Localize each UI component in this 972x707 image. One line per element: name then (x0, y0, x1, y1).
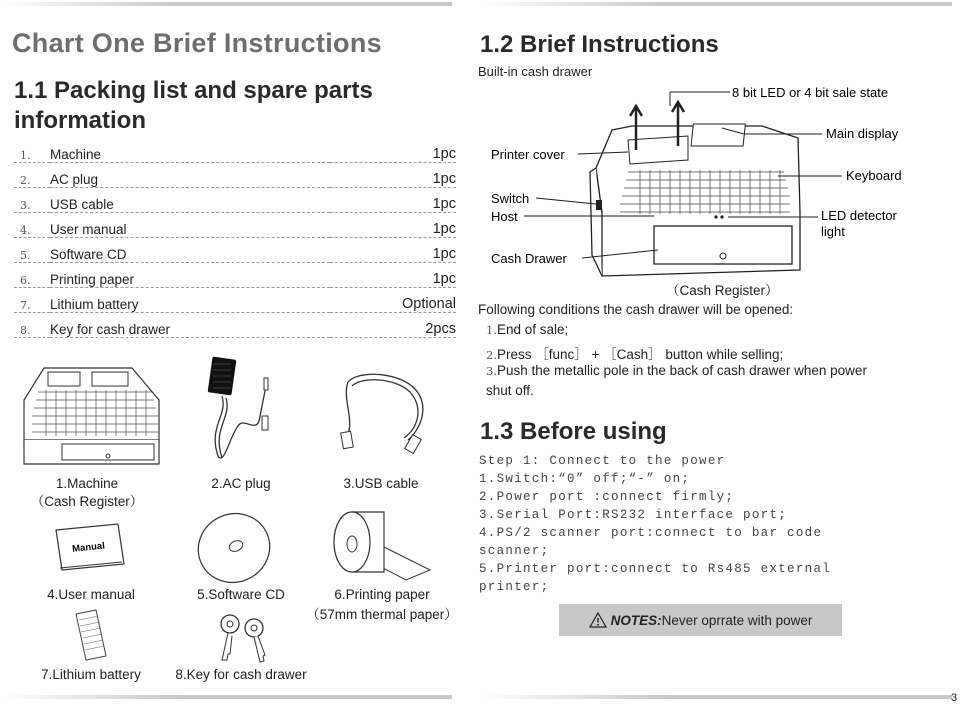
packing-name: AC plug (50, 163, 330, 188)
packing-list (14, 138, 456, 338)
packing-row (14, 313, 456, 338)
software-cd-caption: 5.Software CD (197, 587, 285, 602)
step-line: 1.Switch:“0” off;“-” on; (479, 472, 691, 486)
printing-paper-caption: 6.Printing paper (334, 587, 430, 602)
bottom-rule-left (0, 695, 452, 699)
packing-name: Software CD (50, 238, 330, 263)
ac-plug-illustration (198, 356, 288, 468)
lithium-battery-illustration (70, 608, 110, 664)
key-caption: 8.Key for cash drawer (175, 667, 307, 682)
packing-num: 7. (14, 288, 50, 313)
brief-title: 1.2 Brief Instructions (480, 31, 719, 58)
packing-name: USB cable (50, 188, 330, 213)
packing-title: 1.1 Packing list and spare parts information (14, 77, 373, 134)
callout-host: Host (491, 209, 518, 224)
key-illustration (212, 612, 274, 664)
conditions-intro: Following conditions the cash drawer will be opened: (478, 302, 794, 317)
before-title: 1.3 Before using (480, 418, 667, 445)
page-number: 3 (951, 692, 958, 704)
step-line: 4.PS/2 scanner port:connect to bar code (479, 526, 823, 540)
machine-illustration (14, 360, 164, 472)
callout-keyboard: Keyboard (846, 168, 902, 183)
software-cd-illustration (194, 508, 274, 588)
condition-text: Push the metallic pole in the back of cash drawer when power (496, 363, 867, 378)
conditions-continuation: shut off. (486, 383, 534, 398)
packing-row (14, 163, 456, 188)
notes-box (559, 604, 842, 636)
warning-icon (589, 612, 607, 628)
machine-caption: 1.Machine (55, 476, 119, 491)
packing-num: 4. (14, 213, 50, 238)
packing-qty: 1pc (330, 138, 456, 163)
condition-num: 1. (486, 323, 497, 337)
step-line: printer; (479, 580, 550, 594)
packing-num: 3. (14, 188, 50, 213)
packing-row (14, 138, 456, 163)
step-line: 3.Serial Port:RS232 interface port; (479, 508, 788, 522)
callout-cash-drawer: Cash Drawer (491, 251, 567, 266)
condition-text: Press ［func］ + ［Cash］ button while selling; (496, 346, 784, 362)
packing-num: 5. (14, 238, 50, 263)
callout-switch: Switch (491, 191, 530, 206)
packing-qty: Optional (330, 288, 456, 313)
callout-printer-cover: Printer cover (491, 147, 565, 162)
packing-name: Machine (50, 138, 330, 163)
brief-subtitle: Built-in cash drawer (478, 64, 593, 79)
condition-num: 3. (486, 364, 497, 378)
step-line: scanner; (479, 544, 550, 558)
packing-qty: 1pc (330, 238, 456, 263)
packing-num: 6. (14, 263, 50, 288)
register-diagram (478, 80, 918, 280)
packing-num: 1. (14, 138, 50, 163)
packing-qty: 1pc (330, 163, 456, 188)
step-line: 2.Power port :connect firmly; (479, 490, 735, 504)
packing-row (14, 188, 456, 213)
notes-text: Never oprrate with power (661, 612, 813, 628)
condition-item (486, 363, 867, 378)
callout-led-detector-line2: light (821, 224, 845, 239)
printing-paper-subcaption: （57mm thermal paper） (306, 607, 458, 622)
packing-row (14, 288, 456, 313)
packing-name: Printing paper (50, 263, 330, 288)
packing-qty: 1pc (330, 263, 456, 288)
packing-qty: 2pcs (330, 313, 456, 338)
usb-cable-illustration (338, 368, 434, 460)
lithium-battery-caption: 7.Lithium battery (41, 667, 141, 682)
step-line: 5.Printer port:connect to Rs485 external (479, 562, 832, 576)
machine-subcaption: （Cash Register） (30, 494, 144, 509)
condition-num: 2. (486, 347, 497, 362)
manual-illustration (52, 520, 128, 574)
bottom-rule-right (480, 695, 952, 699)
chapter-title: Chart One Brief Instructions (12, 28, 382, 58)
ac-plug-caption: 2.AC plug (211, 476, 271, 491)
packing-name: User manual (50, 213, 330, 238)
packing-qty: 1pc (330, 188, 456, 213)
notes-label: NOTES: (610, 612, 662, 628)
step-line: Step 1: Connect to the power (479, 454, 726, 468)
diagram-caption: （Cash Register） (666, 283, 779, 298)
packing-name: Key for cash drawer (50, 313, 330, 338)
packing-row (14, 213, 456, 238)
top-rule-left (0, 2, 452, 6)
packing-row (14, 263, 456, 288)
packing-name: Lithium battery (50, 288, 330, 313)
printing-paper-illustration (326, 508, 434, 588)
callout-led: 8 bit LED or 4 bit sale state (732, 85, 889, 100)
callout-led-detector: LED detector (821, 208, 897, 223)
condition-text: End of sale; (496, 322, 569, 337)
top-rule-right (480, 2, 952, 6)
condition-item (486, 322, 568, 337)
condition-item (486, 343, 783, 363)
steps-list (479, 452, 831, 596)
callout-main-display: Main display (826, 126, 899, 141)
user-manual-caption: 4.User manual (47, 587, 135, 602)
packing-row (14, 238, 456, 263)
packing-qty: 1pc (330, 213, 456, 238)
packing-num: 2. (14, 163, 50, 188)
manual-cover-text: Manual (71, 540, 106, 555)
usb-cable-caption: 3.USB cable (343, 476, 419, 491)
packing-num: 8. (14, 313, 50, 338)
